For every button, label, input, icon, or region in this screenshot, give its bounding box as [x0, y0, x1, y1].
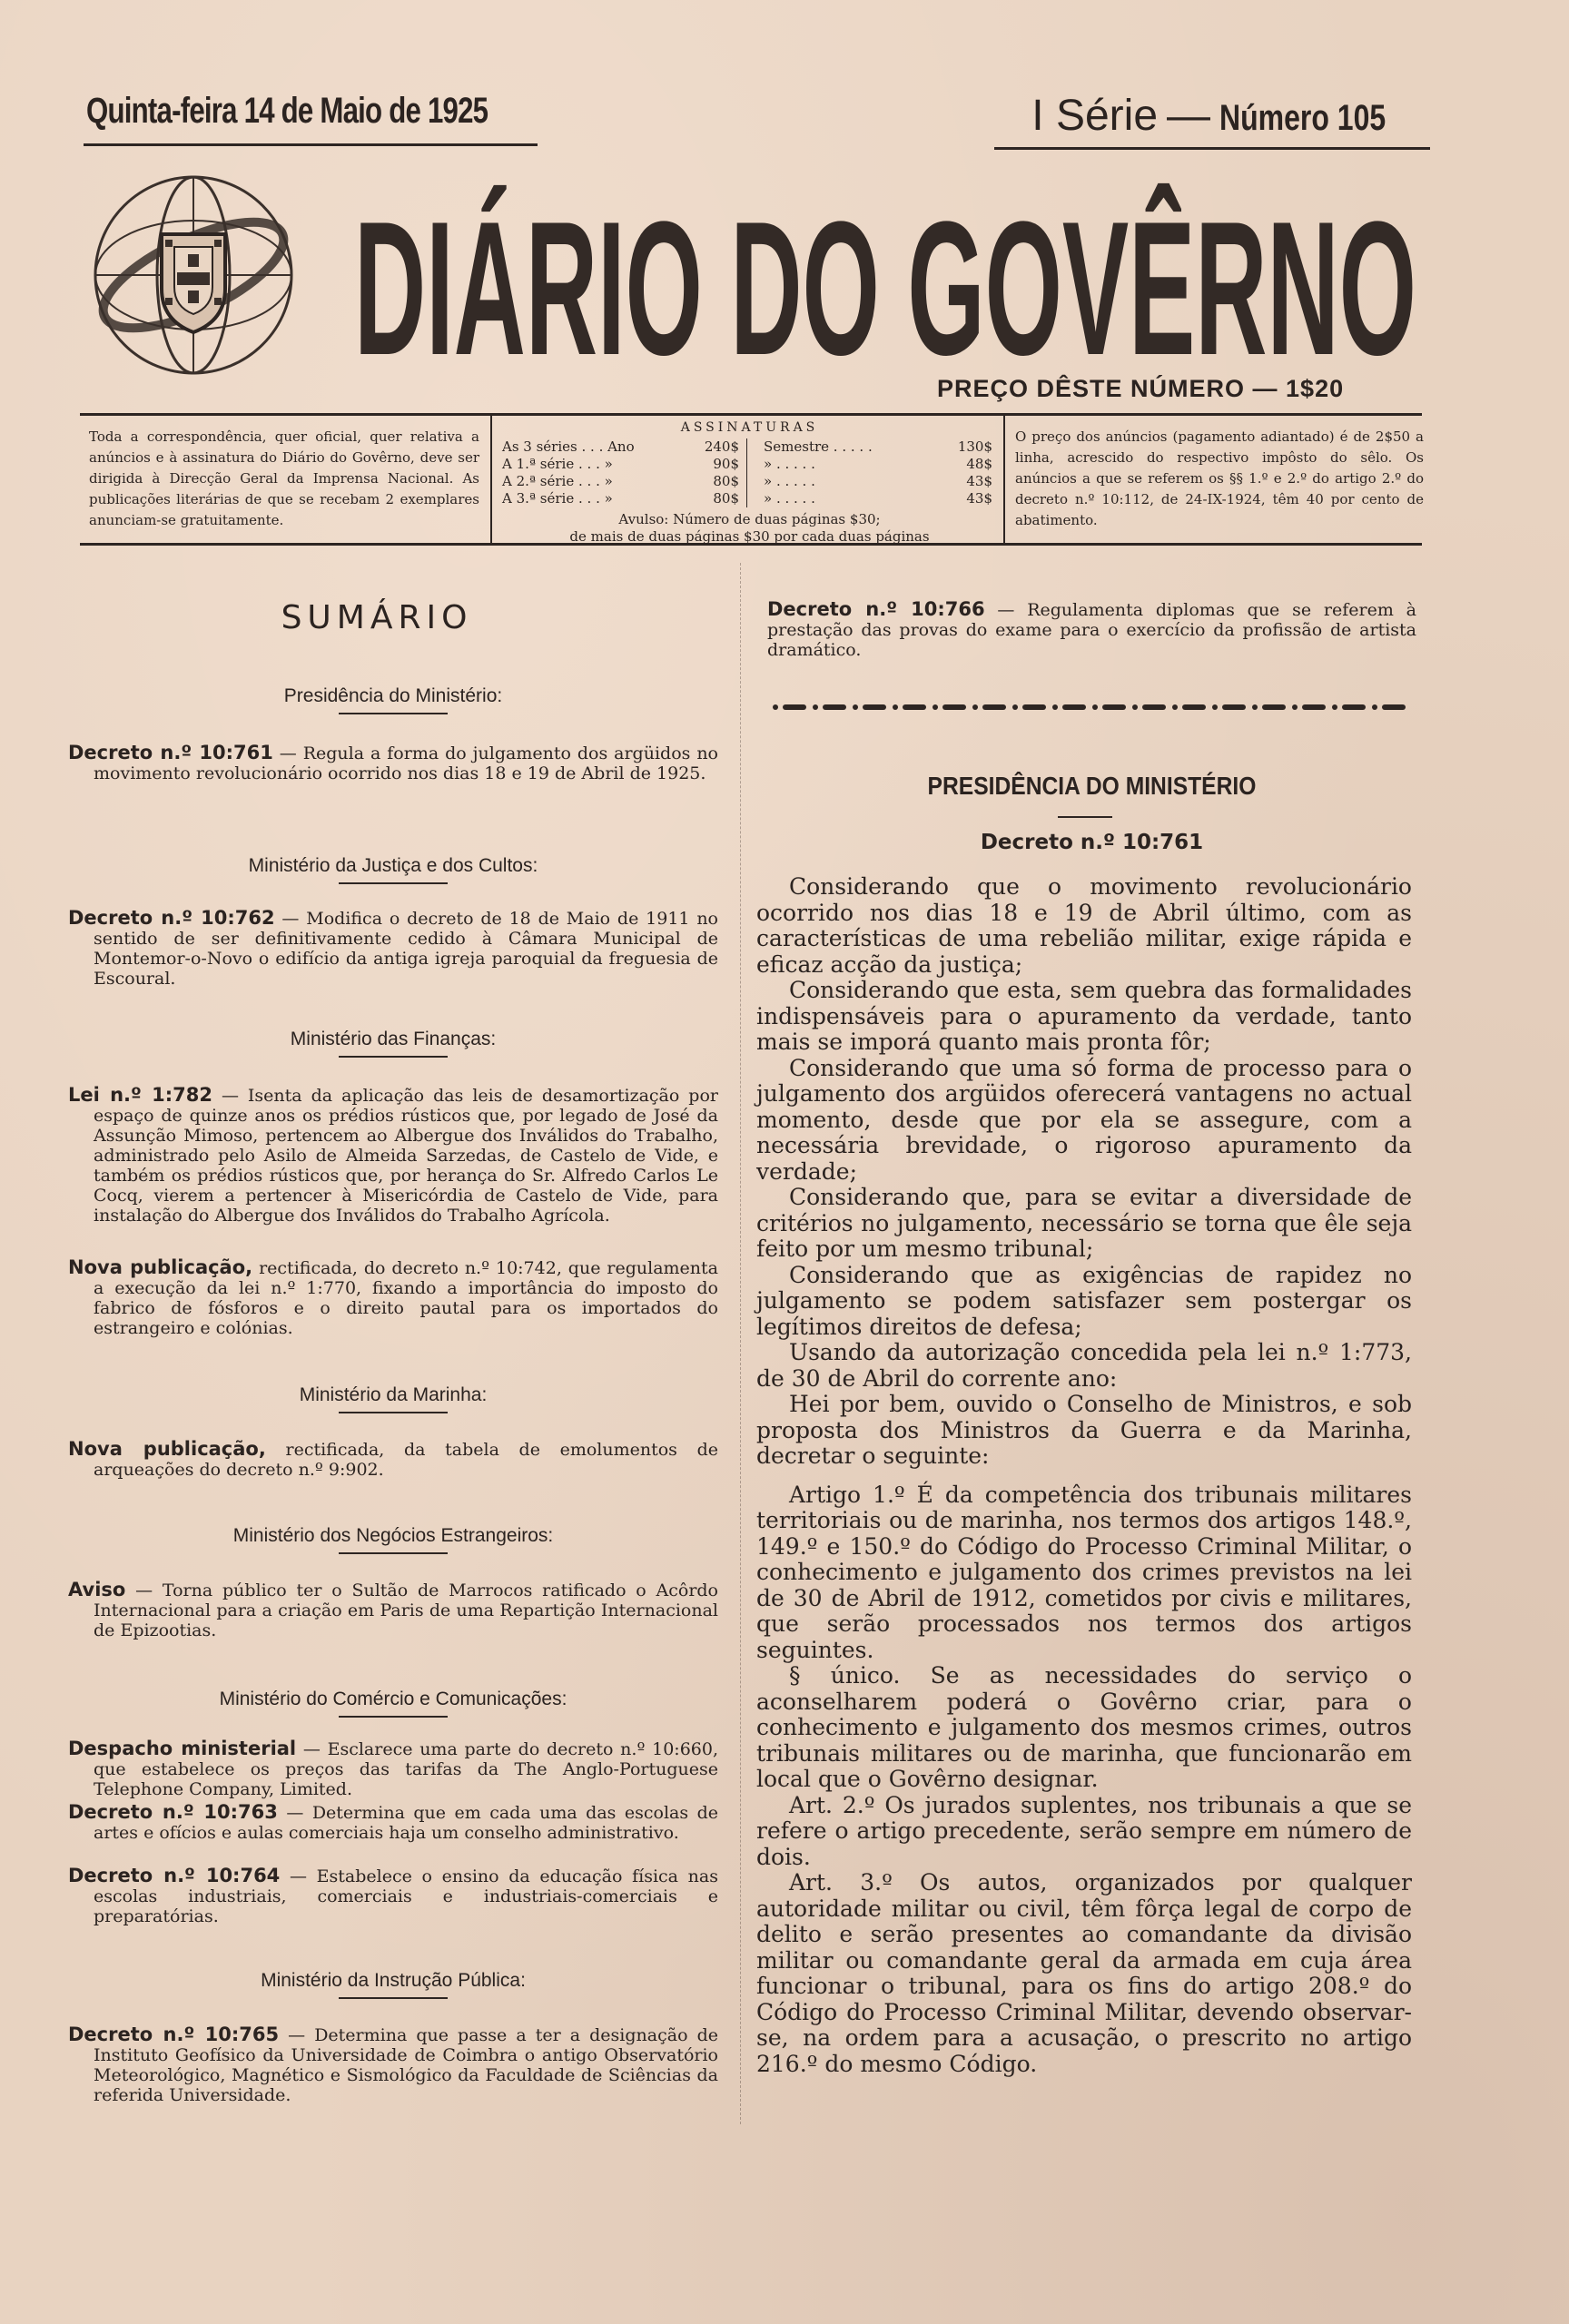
column-divider: [740, 563, 741, 2124]
price-value: 80$: [713, 473, 739, 489]
ornament-dot: [1012, 704, 1018, 710]
price-label: » . . . . .: [764, 473, 815, 489]
ornament-dash: [1142, 704, 1166, 710]
entry-text: — Modifica o decreto de 18 de Maio de 1911 no sentido de ser definitivamente cedido à Câmara Municipal de Montemor-o-Novo o edifício da antiga igreja paroquial da freguesia de Escoural.: [94, 909, 718, 989]
ornament-dash: [982, 704, 1006, 710]
decree-paragraph: Considerando que uma só forma de processo para o julgamento dos argüidos oferecerá vantagens no actual momento, desde que por ela se assegure, com a necessária brevidade, o rigoroso apuramento da verdade;: [756, 1054, 1412, 1185]
ornament-dot: [893, 704, 898, 710]
ornament-dash: [1382, 704, 1406, 710]
issue-number: Número 105: [1219, 98, 1386, 138]
ornamental-divider: [772, 699, 1416, 710]
correspondence-notice: Toda a correspondência, quer oficial, quer relativa a anúncios e à assinatura do Diário do Govêrno, deve ser dirigida à Direcção Geral da Imprensa Nacional. As publicações literárias de que se recebam 2 exemplares anunciam-se gratuitamente.: [89, 428, 479, 528]
ministry-heading: [68, 855, 718, 884]
band-top-rule: [80, 413, 1422, 416]
ministry-rule: [339, 1716, 448, 1718]
issue-price: PREÇO DÊSTE NÚMERO — 1$20: [937, 375, 1345, 402]
ornament-dash: [1102, 704, 1126, 710]
decree-paragraph: § único. Se as necessidades do serviço o aconselharem poderá o Govêrno criar, para o conhecimento e julgamento dos mesmos crimes, outros tribunais militares ou de marinha, que funcionarão em local que o Govêrno designar.: [756, 1662, 1412, 1792]
decree-paragraph: Art. 2.º Os jurados suplentes, nos tribunais a que se refere o artigo precedente, serão sempre em número de dois.: [756, 1791, 1412, 1870]
summary-entry: [68, 1085, 718, 1226]
single-copy-price: Avulso: Número de duas páginas $30;: [618, 511, 881, 527]
entry-text: — Regulamenta diplomas que se referem à prestação das provas do exame para o exercício da profissão de artista dramático.: [767, 600, 1417, 660]
price-label: A 3.ª série . . . »: [502, 490, 613, 507]
crest-icon: [89, 171, 298, 379]
ministry-name: Ministério do Comércio e Comunicações:: [219, 1689, 567, 1709]
summary-entry: [68, 1257, 718, 1338]
entry-lead: Decreto n.º 10:765: [68, 2024, 280, 2045]
subscriptions-annual: [502, 438, 747, 507]
ministry-rule: [339, 713, 448, 714]
series-label: I Série: [1031, 92, 1159, 140]
ministry-heading: [68, 1029, 718, 1058]
entry-lead: Decreto n.º 10:764: [68, 1865, 281, 1886]
advertising-notice: O preço dos anúncios (pagamento adiantado) é de 2$50 a linha, acrescido do respectivo impôsto do sêlo. Os anúncios a que se referem os §§ 1.º e 2.º do artigo 2.º do decreto n.º 10:112, de 24-IX-1924, têm 40 por cento de abatimento.: [1015, 428, 1424, 528]
entry-lead: Decreto n.º 10:762: [68, 907, 275, 929]
ornament-dash: [942, 704, 966, 710]
entry-lead: Decreto n.º 10:763: [68, 1801, 278, 1823]
ornament-dot: [1292, 704, 1298, 710]
summary-title: SUMÁRIO: [281, 599, 473, 636]
price-value: 90$: [713, 456, 739, 472]
price-label: » . . . . .: [764, 490, 815, 507]
ministry-rule: [339, 1552, 448, 1554]
ministry-rule: [339, 1412, 448, 1413]
summary-entry: [68, 1738, 718, 1799]
entry-lead: Decreto n.º 10:766: [767, 598, 985, 620]
decree-paragraph: Considerando que as exigências de rapidez no julgamento se podem satisfazer sem postergar os legítimos direitos de defesa;: [756, 1261, 1412, 1340]
price-label: As 3 séries . . . Ano: [502, 438, 635, 455]
ministry-name: Ministério da Justiça e dos Cultos:: [248, 855, 538, 876]
ornament-dash: [863, 704, 886, 710]
entry-lead: Decreto n.º 10:761: [68, 742, 273, 763]
price-label: A 2.ª série . . . »: [502, 473, 613, 489]
entry-lead: Nova publicação,: [68, 1256, 253, 1278]
ministry-heading: [68, 1525, 718, 1554]
entry-text: — Determina que passe a ter a designação de Instituto Geofísico da Universidade de Coimbra o antigo Observatório Meteorológico, Magnético e Sismológico da Faculdade de Sciências da referida Universidade.: [94, 2025, 718, 2105]
decree-paragraph: Artigo 1.º É da competência dos tribunais militares territoriais ou de marinha, nos termos dos artigos 148.º, 149.º e 150.º do Código do Processo Criminal Militar, o conhecimento e julgamento dos crimes previstos na lei de 30 de Abril de 1912, cometidos por civis e militares, que serão processados nos termos dos artigos seguintes.: [756, 1481, 1412, 1663]
price-value: 43$: [966, 473, 992, 489]
ornament-dash: [1262, 704, 1286, 710]
ornament-dash: [823, 704, 846, 710]
ornament-dash: [1182, 704, 1206, 710]
ministry-name: Ministério dos Negócios Estrangeiros:: [232, 1525, 554, 1546]
entry-text: rectificada, do decreto n.º 10:742, que regulamenta a execução da lei n.º 1:770, fixando a importância do imposto do fabrico de fósforos e o direito pautal para os importados do estrangeiro e colónias.: [94, 1258, 718, 1338]
decree-paragraph: Considerando que o movimento revolucionário ocorrido nos dias 18 e 19 de Abril último, com as características de uma rebelião militar, exige rápida e eficaz acção da justiça;: [756, 873, 1412, 978]
decree-paragraph: Usando da autorização concedida pela lei n.º 1:773, de 30 de Abril do corrente ano:: [756, 1339, 1412, 1392]
summary-entry: [68, 908, 718, 989]
entry-text: — Torna público ter o Sultão de Marrocos ratificado o Acôrdo Internacional para a criação em Paris de uma Repartição Internacional de Epizootias.: [94, 1581, 718, 1640]
entry-text: — Estabelece o ensino da educação física nas escolas industriais, comerciais e industriais-comerciais e preparatórias.: [94, 1866, 718, 1926]
summary-entry: [68, 1439, 718, 1480]
newspaper-title: [350, 168, 1421, 368]
entry-text: — Isenta da aplicação das leis de desamortização por espaço de quinze anos os prédios rústicos que, por legado de José da Assunção Mimoso, pertencem ao Albergue dos Inválidos do Trabalho, administrado pelo Asilo de Almeida Sarzedas, de Castelo de Vide, e também os prédios rústicos que, por herança do Sr. Alfredo Carlos Le Cocq, vierem a pertencer à Misericórdia de Castelo de Vide, para instalação do Albergue dos Inválidos do Trabalho Agrícola.: [94, 1086, 718, 1226]
subscriptions-semester: [747, 438, 992, 507]
price-label: Semestre . . . . .: [764, 438, 873, 455]
ministry-heading: [68, 1689, 718, 1718]
ornament-dot: [1332, 704, 1337, 710]
ministry-name: Ministério das Finanças:: [290, 1029, 497, 1049]
extra-pages-price: de mais de duas páginas $30 por cada duas páginas: [569, 528, 930, 545]
ministry-rule: [339, 1997, 448, 1999]
summary-entry: [68, 743, 718, 783]
decree-paragraph: Considerando que, para se evitar a diversidade de critérios no julgamento, necessário se torna que êle seja feito por um mesmo tribunal;: [756, 1184, 1412, 1262]
ornament-dot: [773, 704, 778, 710]
ministry-underline: [1058, 816, 1112, 818]
decree-body: [756, 874, 1412, 2077]
entry-lead: Despacho ministerial: [68, 1738, 297, 1759]
series-dash: —: [1167, 92, 1211, 140]
ministry-heading: [68, 1970, 718, 1999]
ornament-dash: [1222, 704, 1246, 710]
ornament-dot: [1372, 704, 1377, 710]
ornament-dot: [1092, 704, 1098, 710]
ornament-dash: [1022, 704, 1046, 710]
subscriptions-title: ASSINATURAS: [680, 420, 819, 435]
ornament-dash: [1062, 704, 1086, 710]
ministry-name: Presidência do Ministério:: [283, 685, 503, 706]
band-divider: [490, 416, 492, 543]
title-text: DIÁRIO DO GOVÊRNO: [354, 182, 1416, 368]
summary-entry: [767, 599, 1416, 660]
ministry-heading: [68, 685, 718, 714]
ornament-dash: [1302, 704, 1326, 710]
band-divider: [1003, 416, 1005, 543]
ornament-dash: [903, 704, 926, 710]
ornament-dash: [783, 704, 806, 710]
ornament-dot: [933, 704, 938, 710]
series-underline: [994, 147, 1430, 150]
entry-text: rectificada, da tabela de emolumentos de arqueações do decreto n.º 9:902.: [94, 1440, 718, 1480]
ministry-rule: [339, 882, 448, 884]
article-ministry: PRESIDÊNCIA DO MINISTÉRIO: [927, 772, 1257, 800]
price-value: 130$: [957, 438, 992, 455]
entry-lead: Nova publicação,: [68, 1438, 266, 1460]
summary-entry: [68, 1580, 718, 1640]
price-label: » . . . . .: [764, 456, 815, 472]
ornament-dot: [853, 704, 858, 710]
price-value: 48$: [966, 456, 992, 472]
ornament-dot: [1052, 704, 1058, 710]
series-number: [1031, 91, 1427, 141]
ornament-dot: [1212, 704, 1218, 710]
decree-paragraph: Hei por bem, ouvido o Conselho de Ministros, e sob proposta dos Ministros da Guerra e da Marinha, decretar o seguinte:: [756, 1391, 1412, 1469]
subscriptions-table: [502, 419, 997, 546]
ornament-dot: [1252, 704, 1258, 710]
issue-date: Quinta-feira 14 de Maio de 1925: [86, 91, 488, 131]
ministry-rule: [339, 1056, 448, 1058]
entry-lead: Lei n.º 1:782: [68, 1084, 212, 1106]
entry-text: — Regula a forma do julgamento dos argüidos no movimento revolucionário ocorrido nos dias 18 e 19 de Abril de 1925.: [94, 743, 718, 783]
summary-entry: [68, 1866, 718, 1926]
ministry-name: Ministério da Instrução Pública:: [261, 1970, 526, 1991]
summary-entry: [68, 1802, 718, 1843]
price-value: 80$: [713, 490, 739, 507]
decree-paragraph: Considerando que esta, sem quebra das formalidades indispensáveis para o apuramento da verdade, tanto mais se imporá quanto mais pronta fôr;: [756, 977, 1412, 1055]
summary-entry: [68, 2024, 718, 2105]
entry-lead: Aviso: [68, 1579, 126, 1600]
decree-paragraph: Art. 3.º Os autos, organizados por qualquer autoridade militar ou civil, têm fôrça legal de corpo de delito e serão presentes ao comandante da divisão militar ou comandante geral da armada em cuja área funcionar o tribunal, para os fins do artigo 208.º do Código do Processo Criminal Militar, devendo observar-se, na ordem para a acusação, o prescrito no artigo 216.º do mesmo Código.: [756, 1869, 1412, 2077]
ministry-heading: [68, 1384, 718, 1413]
entry-text: — Determina que em cada uma das escolas de artes e ofícios e aulas comerciais haja um conselho administrativo.: [94, 1803, 718, 1843]
ornament-dot: [1172, 704, 1178, 710]
decree-heading: Decreto n.º 10:761: [980, 831, 1204, 854]
ornament-dot: [1132, 704, 1138, 710]
ministry-name: Ministério da Marinha:: [299, 1384, 488, 1405]
price-value: 43$: [966, 490, 992, 507]
price-value: 240$: [704, 438, 739, 455]
ornament-dot: [813, 704, 818, 710]
entry-text: — Esclarece uma parte do decreto n.º 10:660, que estabelece os preços das tarifas da The Anglo-Portuguese Telephone Company, Limited.: [94, 1739, 718, 1799]
date-underline: [84, 143, 538, 146]
ornament-dot: [972, 704, 978, 710]
price-label: A 1.ª série . . . »: [502, 456, 613, 472]
ornament-dash: [1342, 704, 1366, 710]
